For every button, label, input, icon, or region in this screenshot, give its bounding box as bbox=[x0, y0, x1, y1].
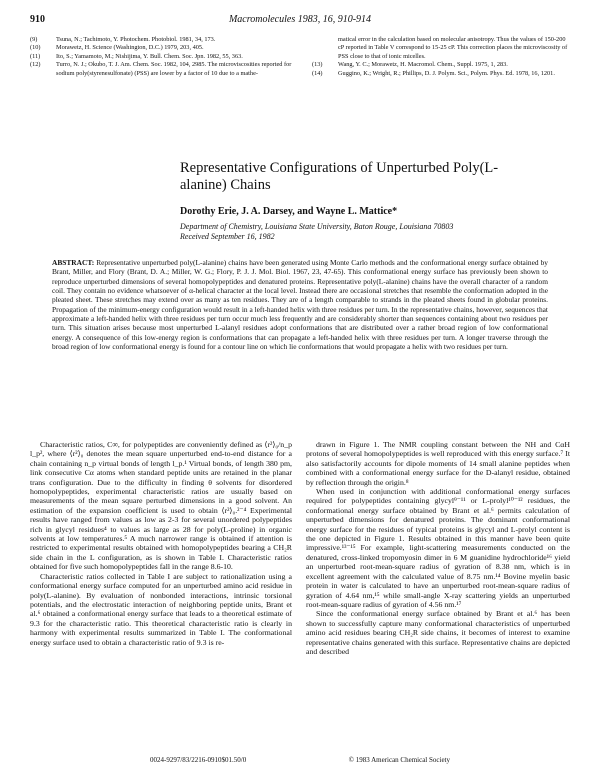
reference-text: Guggino, K.; Wright, R.; Phillips, D. J. Polym. Sci., Polym. Phys. Ed. 1978, 16, 1201. bbox=[338, 69, 555, 77]
reference-text: Morawetz, H. Science (Washington, D.C.) 1979, 203, 405. bbox=[56, 44, 204, 52]
reference-item bbox=[30, 36, 292, 44]
reference-item bbox=[30, 61, 292, 78]
copyright-notice: © 1983 American Chemical Society bbox=[348, 756, 450, 764]
reference-number: (13) bbox=[312, 61, 323, 69]
page-footer bbox=[150, 756, 450, 766]
references-right bbox=[312, 36, 570, 78]
author-affiliation bbox=[180, 222, 540, 242]
running-header bbox=[30, 14, 570, 28]
reference-number: (10) bbox=[30, 44, 41, 52]
affiliation-line: Department of Chemistry, Louisiana State University, Baton Rouge, Louisiana 70803 bbox=[180, 222, 454, 231]
body-column-left bbox=[30, 440, 292, 647]
reference-item bbox=[312, 61, 570, 69]
body-paragraph: When used in conjunction with additional conformational energy surfaces required for polypeptides containing glycyl⁹⁻¹¹ or L-prolyl¹⁰⁻¹² residues, the conformational energy surface obtained by Brant et al.⁶ permits calculation of unperturbed dimensions for denatured proteins. The dominant conformational energy surface for the residues of typical proteins is glycyl and L-prolyl content is the one depicted in Figure 1. Results obtained in this manner have been quite impressive.¹³⁻¹⁵ For example, light-scattering measurements conducted on the denatured, cross-linked tropomyosin dimer in 6 M guanidine hydrochloride¹⁶ yield an unperturbed root-mean-square radius of gyration of 8.38 nm, which is in excellent agreement with the calculated value of 8.75 nm.¹⁴ Bovine myelin basic protein in water is calculated to have an unperturbed root-mean-square radius of gyration of 4.64 nm,¹⁵ while small-angle X-ray scattering yields an unperturbed root-mean-square radius of gyration of 4.56 nm.¹⁷ bbox=[306, 487, 570, 609]
reference-item bbox=[312, 70, 570, 78]
abstract-text: Representative unperturbed poly(L-alanine) chains have been generated using Monte Carlo methods and the conformational energy surface obtained by Brant, Miller, and Flory (Brant, D. A.; Miller, W. G.; Flory, P. J. J. Mol. Biol. 1967, 23, 47-65). This conformational energy surface has previously been shown to reproduce unperturbed dimensions of several homopolypeptides and denatured proteins. Representative poly(L-alanine) chains have the overall character of a random coil. They contain no evidence whatsoever of α-helical character at the local level. Instead there are occasional stretches that resemble the conformation adopted in the pleated sheet. These stretches may extend over as many as ten residues. They are of a length comparable to strands in the pleated sheets found in globular proteins. Propagation of the minimum-energy configuration would result in a left-handed helix with three residues per turn. In the representative chains, however, sequences that approximate a left-handed helix with three residues per turn occur much less frequently and are considerably shorter than sequences containing about two residues per turn. This situation arises because most unperturbed L-alanyl residues adopt conformations that are distributed over a rather broad region of low conformational energy. A consequence of this low-energy region is conformations that can propagate a left-handed helix with three residues per turn. A longer traverse through the broad region of low conformational energy is found for a contour line on which lie conformations that would propagate a helix with two residues per turn. bbox=[52, 258, 548, 352]
reference-text: Turro, N. J.; Okubo, T. J. Am. Chem. Soc. 1982, 104, 2985. The microviscosities reported for sodium poly(styrenesulfonate) (PSS) are lower by a factor of 10 due to a mathe- bbox=[56, 61, 292, 77]
body-paragraph: drawn in Figure 1. The NMR coupling constant between the NH and CαH protons of several homopolypeptides is well reproduced with this energy surface.⁷ It also satisfactorily accounts for dipole moments of 14 small alanine peptides when combined with a conformational energy surface for the D-alanyl residue, obtained by reflection through the origin.⁸ bbox=[306, 440, 570, 487]
reference-continuation: matical error in the calculation based on molecular anisotropy. Thus the values of 150-200 cP reported in Table V correspond to 15-25 cP. This correction places the microviscosity of PSS close to that of ionic micelles. bbox=[338, 36, 568, 60]
reference-number: (9) bbox=[30, 36, 38, 43]
references-left bbox=[30, 36, 292, 78]
reference-number: (11) bbox=[30, 52, 41, 60]
received-date: Received September 16, 1982 bbox=[180, 232, 275, 241]
article-title: Representative Configurations of Unperturbed Poly(L-alanine) Chains bbox=[180, 160, 499, 193]
reference-text: Wang, Y. C.; Morawetz, H. Macromol. Chem., Suppl. 1975, 1, 283. bbox=[338, 61, 508, 69]
journal-citation: Macromolecules 1983, 16, 910-914 bbox=[228, 14, 372, 25]
body-paragraph: Since the conformational energy surface obtained by Brant et al.⁶ has been shown to successfully capture many conformational characteristics of unperturbed amino acid residues bearing CH₂R side chains, it becomes of interest to examine representative chains generated with this surface. Representative chains are depicted and described bbox=[306, 609, 570, 656]
body-paragraph: Characteristic ratios, C∞, for polypeptides are conveniently defined as ⟨r²⟩₀/n_p l_p², where ⟨r²⟩₀ denotes the mean square unperturbed end-to-end distance for a chain containing n_p virtual bonds of length l_p.¹ Virtual bonds, of length 380 pm, link consecutive Cα atoms when standard peptide units are retained in the planar trans configuration. Due to the difficulty in finding θ solvents for disordered homopolypeptides, experimental characteristic ratios are usually based on measurements of the mean square perturbed dimensions in a good solvent. An estimation of the expansion coefficient is used to obtain ⟨r²⟩₀.²⁻⁴ Experimental results have ranged from values as low as 2-3 for several unordered polypeptides rich in glycyl residues⁴ to values as large as 28 for poly(L-proline) in organic solvents at low temperatures.⁵ A much narrower range is obtained if attention is restricted to experimental results obtained with homopolypeptides bearing a CH₂R side chain in the L configuration, as is shown in Table I. Characteristic ratios obtained for five such homopolypeptides fall in the range 8.6-10. bbox=[30, 440, 292, 572]
reference-number: (12) bbox=[30, 61, 41, 69]
abstract-label: ABSTRACT: bbox=[52, 258, 95, 267]
reference-number: (14) bbox=[312, 69, 323, 77]
article-code: 0024-9297/83/2216-0910$01.50/0 bbox=[150, 756, 247, 764]
reference-text: Tsuna, N.; Tachimoto, Y. Photochem. Photobiol. 1981, 34, 173. bbox=[56, 36, 216, 43]
article-authors: Dorothy Erie, J. A. Darsey, and Wayne L. Mattice* bbox=[180, 206, 398, 217]
reference-text: Ito, S.; Yamamoto, M.; Nishijima, Y. Bull. Chem. Soc. Jpn. 1982, 55, 363. bbox=[56, 52, 243, 60]
page-number: 910 bbox=[30, 14, 45, 25]
abstract bbox=[52, 258, 548, 351]
reference-item bbox=[30, 44, 292, 52]
reference-item bbox=[30, 53, 292, 61]
body-column-right bbox=[306, 440, 570, 656]
body-paragraph: Characteristic ratios collected in Table I are subject to rationalization using a conformational energy surface computed for an unperturbed amino acid residue in poly(L-alanine). By evaluation of nonbonded interactions, intrinsic torsional potentials, and the electrostatic interaction of neighboring peptide units, Brant et al.⁶ obtained a conformational energy surface that leads to a theoretical estimate of 9.3 for the characteristic ratio. This theoretical characteristic ratio is clearly in harmony with experimental results summarized in Table I. The conformational energy surface used to obtain a characteristic ratio of 9.3 is re- bbox=[30, 571, 292, 647]
